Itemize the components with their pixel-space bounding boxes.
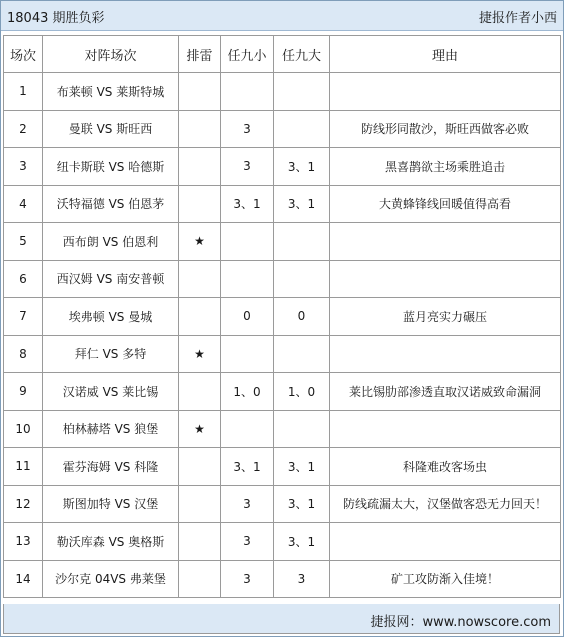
cell-match: 斯图加特 VS 汉堡 xyxy=(43,485,179,523)
header-mine: 排雷 xyxy=(179,36,221,73)
cell-no: 12 xyxy=(4,485,43,523)
table-row xyxy=(4,485,561,523)
cell-mine xyxy=(179,485,221,523)
cell-reason xyxy=(330,260,561,298)
cell-no: 9 xyxy=(4,373,43,411)
cell-no: 13 xyxy=(4,523,43,561)
table-row xyxy=(4,335,561,373)
cell-small: 3、1 xyxy=(221,185,274,223)
cell-match: 霍芬海姆 VS 科隆 xyxy=(43,448,179,486)
cell-match: 曼联 VS 斯旺西 xyxy=(43,110,179,148)
table-row xyxy=(4,148,561,186)
cell-match: 拜仁 VS 多特 xyxy=(43,335,179,373)
cell-big xyxy=(274,110,330,148)
cell-match: 埃弗顿 VS 曼城 xyxy=(43,298,179,336)
cell-big xyxy=(274,223,330,261)
cell-big: 1、0 xyxy=(274,373,330,411)
cell-no: 6 xyxy=(4,260,43,298)
cell-match: 勒沃库森 VS 奥格斯 xyxy=(43,523,179,561)
cell-big: 0 xyxy=(274,298,330,336)
table-row xyxy=(4,373,561,411)
cell-reason xyxy=(330,410,561,448)
cell-match: 沙尔克 04VS 弗莱堡 xyxy=(43,560,179,598)
cell-big: 3、1 xyxy=(274,523,330,561)
cell-small xyxy=(221,260,274,298)
cell-no: 1 xyxy=(4,73,43,111)
cell-reason: 防线疏漏太大，汉堡做客恐无力回天！ xyxy=(330,485,561,523)
cell-no: 2 xyxy=(4,110,43,148)
cell-small: 1、0 xyxy=(221,373,274,411)
author-label: 捷报作者小西 xyxy=(478,11,557,26)
cell-reason xyxy=(330,523,561,561)
cell-small: 3 xyxy=(221,148,274,186)
cell-small: 0 xyxy=(221,298,274,336)
footer-source: 捷报网：www.nowscore.com xyxy=(370,615,551,630)
cell-small: 3 xyxy=(221,485,274,523)
cell-match: 汉诺威 VS 莱比锡 xyxy=(43,373,179,411)
cell-small: 3、1 xyxy=(221,448,274,486)
cell-no: 11 xyxy=(4,448,43,486)
cell-match: 西汉姆 VS 南安普顿 xyxy=(43,260,179,298)
cell-mine xyxy=(179,73,221,111)
cell-match: 沃特福德 VS 伯恩茅 xyxy=(43,185,179,223)
table-row xyxy=(4,260,561,298)
table-row xyxy=(4,298,561,336)
cell-no: 10 xyxy=(4,410,43,448)
cell-small xyxy=(221,73,274,111)
prediction-table xyxy=(3,35,561,598)
cell-reason xyxy=(330,223,561,261)
table-row xyxy=(4,410,561,448)
cell-small: 3 xyxy=(221,110,274,148)
cell-big: 3、1 xyxy=(274,448,330,486)
cell-big xyxy=(274,260,330,298)
table-row xyxy=(4,223,561,261)
cell-match: 纽卡斯联 VS 哈德斯 xyxy=(43,148,179,186)
table-row xyxy=(4,448,561,486)
cell-mine xyxy=(179,560,221,598)
cell-reason xyxy=(330,73,561,111)
cell-mine: ★ xyxy=(179,410,221,448)
cell-reason: 防线形同散沙，斯旺西做客必败 xyxy=(330,110,561,148)
table-row xyxy=(4,523,561,561)
cell-big: 3、1 xyxy=(274,485,330,523)
cell-mine xyxy=(179,260,221,298)
cell-big: 3、1 xyxy=(274,185,330,223)
cell-mine xyxy=(179,373,221,411)
cell-no: 7 xyxy=(4,298,43,336)
header-no: 场次 xyxy=(4,36,43,73)
title-bar xyxy=(1,1,563,31)
cell-reason xyxy=(330,335,561,373)
cell-small xyxy=(221,335,274,373)
cell-small xyxy=(221,410,274,448)
cell-mine: ★ xyxy=(179,223,221,261)
cell-reason: 大黄蜂锋线回暖值得高看 xyxy=(330,185,561,223)
table-row xyxy=(4,73,561,111)
cell-small: 3 xyxy=(221,560,274,598)
cell-reason: 黑喜鹊欲主场乘胜追击 xyxy=(330,148,561,186)
cell-mine: ★ xyxy=(179,335,221,373)
cell-big xyxy=(274,335,330,373)
cell-no: 14 xyxy=(4,560,43,598)
cell-big: 3、1 xyxy=(274,148,330,186)
cell-small xyxy=(221,223,274,261)
table-row xyxy=(4,185,561,223)
header-big: 任九大 xyxy=(274,36,330,73)
cell-match: 西布朗 VS 伯恩利 xyxy=(43,223,179,261)
cell-no: 8 xyxy=(4,335,43,373)
cell-mine xyxy=(179,448,221,486)
cell-mine xyxy=(179,148,221,186)
table-header-row xyxy=(4,36,561,73)
cell-big xyxy=(274,410,330,448)
cell-no: 5 xyxy=(4,223,43,261)
cell-match: 布莱顿 VS 莱斯特城 xyxy=(43,73,179,111)
issue-title: 18043 期胜负彩 xyxy=(7,11,105,26)
cell-big: 3 xyxy=(274,560,330,598)
cell-reason: 矿工攻防渐入佳境！ xyxy=(330,560,561,598)
cell-match: 柏林赫塔 VS 狼堡 xyxy=(43,410,179,448)
footer-bar xyxy=(3,604,560,634)
cell-mine xyxy=(179,298,221,336)
cell-no: 3 xyxy=(4,148,43,186)
cell-mine xyxy=(179,185,221,223)
cell-mine xyxy=(179,523,221,561)
cell-mine xyxy=(179,110,221,148)
cell-reason: 莱比锡肋部渗透直取汉诺威致命漏洞 xyxy=(330,373,561,411)
header-small: 任九小 xyxy=(221,36,274,73)
cell-reason: 蓝月亮实力碾压 xyxy=(330,298,561,336)
cell-no: 4 xyxy=(4,185,43,223)
header-reason: 理由 xyxy=(330,36,561,73)
cell-small: 3 xyxy=(221,523,274,561)
cell-reason: 科隆难改客场虫 xyxy=(330,448,561,486)
table-row xyxy=(4,110,561,148)
table-row xyxy=(4,560,561,598)
cell-big xyxy=(274,73,330,111)
header-match: 对阵场次 xyxy=(43,36,179,73)
